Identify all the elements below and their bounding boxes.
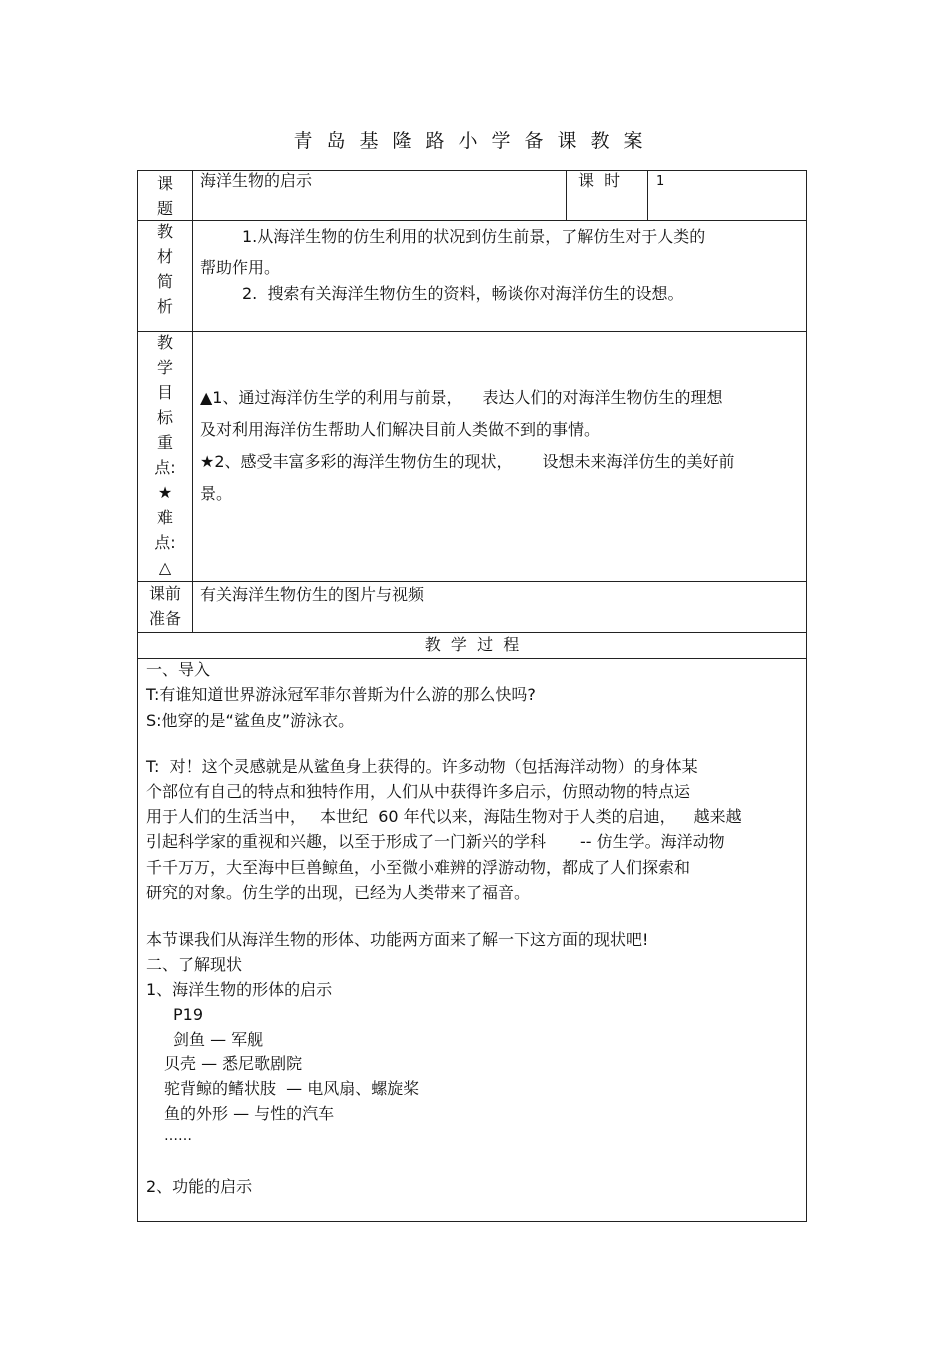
summary-line-1: 1.从海洋生物的仿生利用的状况到仿生前景，了解仿生对于人类的 [242, 227, 706, 246]
column-divider [647, 171, 648, 220]
process-line: 2、功能的启示 [146, 1177, 253, 1196]
process-line: 二、了解现状 [146, 955, 243, 974]
prep-content: 有关海洋生物仿生的图片与视频 [200, 585, 425, 604]
goal-line-2: 及对利用海洋仿生帮助人们解决目前人类做不到的事情。 [200, 420, 601, 439]
process-line: P19 [173, 1005, 204, 1024]
process-line-part: 越来越 [693, 807, 742, 826]
process-line: 千千万万，大至海中巨兽鲸鱼，小至微小难辨的浮游动物，都成了人们探索和 [146, 858, 691, 877]
period-label: 课 时 [578, 171, 621, 190]
goal-line-4: 景。 [200, 484, 233, 503]
process-line: 一、导入 [146, 660, 211, 679]
process-line: T: 对！这个灵感就是从鲨鱼身上获得的。许多动物（包括海洋动物）的身体某 [146, 757, 698, 776]
column-divider [192, 171, 193, 632]
goal-2-text-a: ★2、感受丰富多彩的海洋生物仿生的现状， [200, 452, 513, 471]
process-heading: 教 学 过 程 [424, 635, 520, 654]
summary-label: 教 材 简 析 [156, 222, 173, 316]
process-line: 个部位有自己的特点和独特作用，人们从中获得许多启示，仿照动物的特点运 [146, 782, 691, 801]
process-line: …… [164, 1128, 192, 1144]
lesson-plan-table [137, 170, 807, 1222]
process-line: 驼背鲸的鳍状肢 — 电风扇、螺旋桨 [164, 1079, 420, 1098]
process-line: 鱼的外形 — 与性的汽车 [164, 1104, 335, 1123]
process-line: T:有谁知道世界游泳冠军菲尔普斯为什么游的那么快吗? [146, 685, 536, 704]
row-divider [138, 331, 806, 332]
period-value: 1 [656, 174, 665, 189]
goal-line-1 [200, 382, 723, 414]
topic-label: 课 题 [156, 174, 173, 218]
process-line: 研究的对象。仿生学的出现，已经为人类带来了福音。 [146, 883, 531, 902]
process-line: 剑鱼 — 军舰 [173, 1030, 264, 1049]
process-line [146, 805, 742, 829]
goal-line-3 [200, 446, 735, 478]
process-line: S:他穿的是“鲨鱼皮”游泳衣。 [146, 711, 355, 730]
goal-1-text-b: 表达人们的对海洋生物仿生的理想 [482, 388, 723, 407]
goal-1-text-a: ▲1、通过海洋仿生学的利用与前景， [200, 388, 463, 407]
summary-line-3: 2. 搜索有关海洋生物仿生的资料，畅谈你对海洋仿生的设想。 [242, 284, 684, 303]
process-line: 1、海洋生物的形体的启示 [146, 980, 333, 999]
prep-label: 课前 准备 [148, 584, 181, 628]
summary-line-2: 帮助作用。 [200, 258, 281, 277]
process-line [146, 830, 725, 854]
process-line: 本节课我们从海洋生物的形体、功能两方面来了解一下这方面的现状吧! [146, 930, 649, 949]
page-title: 青岛基隆路小学备课教案 [293, 130, 657, 152]
row-divider [138, 658, 806, 659]
goal-2-text-b: 设想未来海洋仿生的美好前 [542, 452, 735, 471]
column-divider [566, 171, 567, 220]
process-line-part: 本世纪 60 年代以来，海陆生物对于人类的启迪， [320, 807, 676, 826]
process-line-part: 引起科学家的重视和兴趣，以至于形成了一门新兴的学科 [146, 832, 547, 851]
process-line-part: -- 仿生学。海洋动物 [580, 832, 725, 851]
process-line: 贝壳 — 悉尼歌剧院 [164, 1054, 303, 1073]
topic-value: 海洋生物的启示 [200, 171, 313, 190]
process-line-part: 用于人们的生活当中， [146, 807, 307, 826]
goals-label: 教 学 目 标 重 点: ★ 难 点: △ [154, 333, 176, 577]
